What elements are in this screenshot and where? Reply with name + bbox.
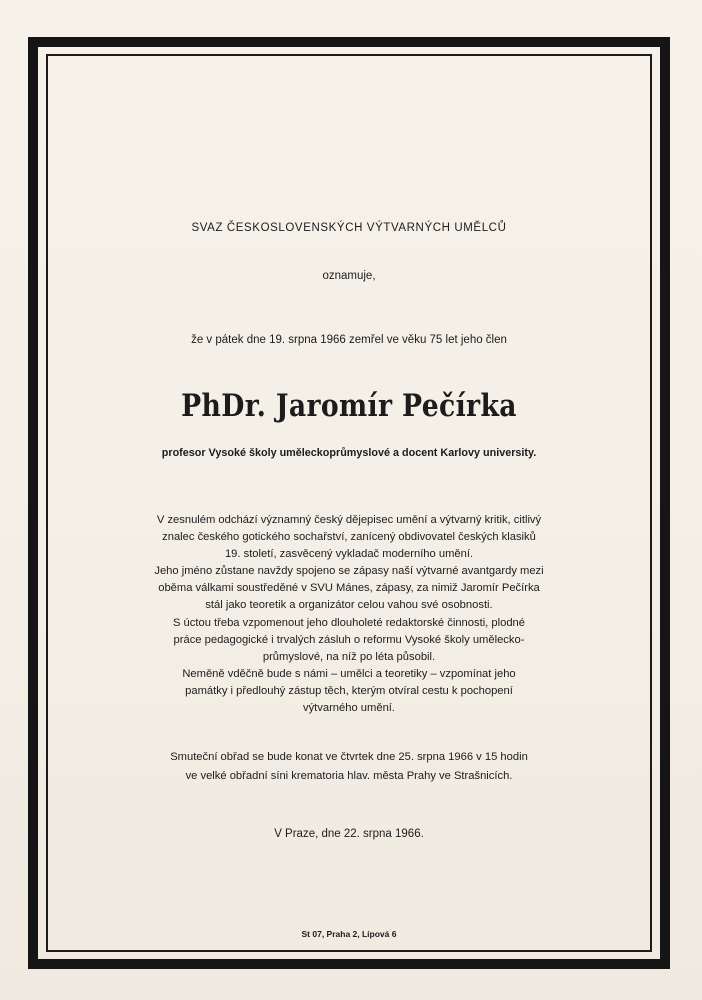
eulogy-line: S úctou třeba vzpomenout jeho dlouholeté redaktorské činnosti, plodné (172, 616, 525, 629)
eulogy-line: znalec českého gotického sochařství, zanícený obdivovatel českých klasiků (162, 531, 536, 544)
funeral-line: Smuteční obřad se bude konat ve čtvrtek dne 25. srpna 1966 v 15 hodin (170, 751, 528, 763)
death-announcement: že v pátek dne 19. srpna 1966 zemřel ve věku 75 let jeho člen (191, 334, 507, 346)
announces-text: oznamuje, (322, 270, 376, 282)
organization-heading: SVAZ ČESKOSLOVENSKÝCH VÝTVARNÝCH UMĚLCŮ (191, 222, 507, 234)
eulogy-line: průmyslové, na níž po léta působil. (262, 650, 436, 663)
deceased-title: profesor Vysoké školy uměleckoprůmyslové a docent Karlovy university. (161, 447, 537, 459)
printer-imprint: St 07, Praha 2, Lípová 6 (301, 929, 397, 939)
place-date-line: V Praze, dne 22. srpna 1966. (274, 828, 424, 840)
eulogy-line: Jeho jméno zůstane navždy spojeno se zápasy naší výtvarné avantgardy mezi (154, 565, 544, 578)
eulogy-line: práce pedagogické i trvalých zásluh o reformu Vysoké školy umělecko- (173, 633, 525, 646)
eulogy-line: výtvarného umění. (302, 702, 396, 715)
deceased-name: PhDr. Jaromír Pečírka (181, 388, 517, 424)
eulogy-line: 19. století, zasvěcený vykladač moderního umění. (224, 548, 474, 561)
eulogy-line: oběma válkami soustředěné v SVU Mánes, zápasy, za nimiž Jaromír Pečírka (158, 582, 540, 595)
eulogy-line: Neměně vděčně bude s námi – umělci a teoretiky – vzpomínat jeho (182, 667, 516, 680)
notice-content (50, 58, 648, 948)
eulogy-line: památky i předlouhý zástup těch, kterým otvíral cestu k pochopení (185, 684, 513, 697)
eulogy-text (50, 512, 648, 717)
funeral-line: ve velké obřadní síni krematoria hlav. města Prahy ve Strašnicích. (185, 770, 513, 782)
eulogy-line: stál jako teoretik a organizátor celou vahou své osobnosti. (205, 599, 493, 612)
eulogy-line: V zesnulém odchází významný český dějepisec umění a výtvarný kritik, citlivý (156, 514, 542, 526)
funeral-info (50, 748, 648, 786)
